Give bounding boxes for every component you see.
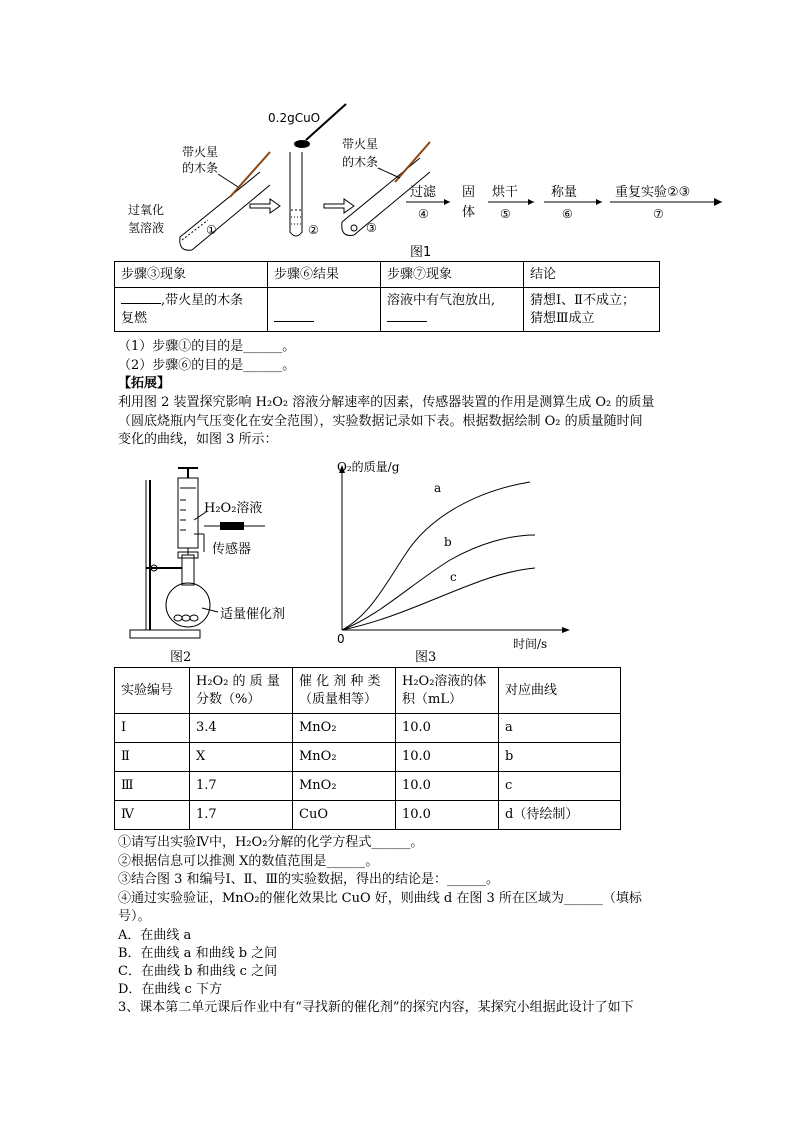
curve-c — [342, 568, 535, 630]
curve-a — [342, 482, 530, 630]
figure-3 — [330, 455, 590, 665]
x-axis-label: 时间/s — [513, 637, 548, 651]
table2-cell: MnO₂ — [293, 743, 396, 772]
paragraph-line: （圆底烧瓶内气压变化在安全范围），实验数据记录如下表。根据数据绘制 O₂ 的质量随时间 — [118, 414, 643, 429]
step-repeat: 重复实验②③ — [615, 185, 691, 200]
table1-header: 步骤⑦现象 — [381, 262, 524, 288]
step-2-number: ② — [308, 223, 319, 237]
step-repeat-number: ⑦ — [653, 207, 664, 221]
stick-label-2a: 带火星 — [342, 137, 379, 151]
question-1: （1）步骤①的目的是______。 — [118, 339, 296, 354]
table2-cell: Ⅲ — [115, 772, 190, 801]
figure-1-caption: 图1 — [410, 245, 432, 260]
table2-header: 催 化 剂 种 类 （质量相等） — [293, 668, 396, 714]
table1-cell — [268, 288, 381, 332]
solution-label-2: 氢溶液 — [128, 221, 165, 235]
question-item: ④通过实验验证，MnO₂的催化效果比 CuO 好，则曲线 d 在图 3 所在区域为______（填标 — [118, 891, 642, 906]
step-dry: 烘干 — [492, 185, 519, 200]
table2-cell: Ⅱ — [115, 743, 190, 772]
figure-1 — [110, 92, 730, 262]
table2-cell: 10.0 — [396, 714, 499, 743]
table2-header: H₂O₂ 的 质 量 分数（%） — [190, 668, 293, 714]
table2-cell: 1.7 — [190, 801, 293, 830]
next-question: 3、课本第二单元课后作业中有“寻找新的催化剂”的探究内容，某探究小组据此设计了如下 — [118, 1000, 634, 1015]
table2-cell: Ⅰ — [115, 714, 190, 743]
expand-title: 【拓展】 — [118, 376, 171, 391]
curve-c-label: c — [450, 570, 457, 584]
table2-header: 实验编号 — [115, 668, 190, 714]
stick-label-2b: 的木条 — [342, 155, 379, 169]
table2-cell: CuO — [293, 801, 396, 830]
option-c: C．在曲线 b 和曲线 c 之间 — [118, 964, 278, 979]
table1-header: 步骤③现象 — [115, 262, 268, 288]
table1-header: 结论 — [524, 262, 660, 288]
step-filter: 过滤 — [410, 185, 437, 200]
question-item: ③结合图 3 和编号Ⅰ、Ⅱ、Ⅲ的实验数据，得出的结论是：______。 — [118, 872, 500, 887]
table2-cell: 10.0 — [396, 772, 499, 801]
step-1-number: ① — [206, 223, 217, 237]
results-table — [114, 261, 660, 332]
origin-label: 0 — [337, 632, 345, 646]
option-b: B．在曲线 a 和曲线 b 之间 — [118, 946, 278, 961]
table2-cell: X — [190, 743, 293, 772]
step-dry-number: ⑤ — [500, 207, 511, 221]
cuo-label: 0.2gCuO — [268, 111, 321, 125]
solid-label-1: 固 — [462, 185, 476, 200]
figure-2-caption: 图2 — [170, 650, 192, 665]
y-axis-label: O₂的质量/g — [337, 460, 400, 474]
table2-cell: d（待绘制） — [499, 801, 621, 830]
paragraph-line: 变化的曲线，如图 3 所示： — [118, 432, 278, 447]
table2-cell: 1.7 — [190, 772, 293, 801]
step-weigh-number: ⑥ — [562, 207, 573, 221]
option-a: A．在曲线 a — [118, 928, 192, 943]
sensor-label: 传感器 — [212, 542, 252, 557]
catalyst-label: 适量催化剂 — [220, 607, 286, 622]
solution-label-1: 过氧化 — [128, 203, 165, 217]
table2-cell: 10.0 — [396, 743, 499, 772]
curve-a-label: a — [434, 481, 442, 495]
table2-cell: b — [499, 743, 621, 772]
question-item: ①请写出实验Ⅳ中，H₂O₂分解的化学方程式______。 — [118, 835, 424, 850]
question-2: （2）步骤⑥的目的是______。 — [118, 358, 296, 373]
solid-label-2: 体 — [462, 205, 476, 220]
figure-3-caption: 图3 — [415, 650, 437, 665]
table2-header: 对应曲线 — [499, 668, 621, 714]
table2-cell: MnO₂ — [293, 772, 396, 801]
question-item: ②根据信息可以推测 X的数值范围是______。 — [118, 854, 379, 869]
table1-cell: ,带火星的木条 复燃 — [115, 288, 268, 332]
table2-cell: 10.0 — [396, 801, 499, 830]
table2-cell: MnO₂ — [293, 714, 396, 743]
table2-header: H₂O₂溶液的体 积（mL） — [396, 668, 499, 714]
step-weigh: 称量 — [551, 185, 578, 200]
table1-cell: 猜想Ⅰ、Ⅱ不成立； 猜想Ⅲ成立 — [524, 288, 660, 332]
question-item: 号）。 — [118, 909, 151, 924]
table2-cell: a — [499, 714, 621, 743]
step-filter-number: ④ — [418, 207, 429, 221]
arrow-2 — [324, 199, 354, 213]
curve-b — [342, 535, 535, 630]
step-3-number: ③ — [366, 221, 377, 235]
table1-header: 步骤⑥结果 — [268, 262, 381, 288]
figure-2 — [120, 460, 320, 665]
table2-cell: 3.4 — [190, 714, 293, 743]
curve-b-label: b — [444, 535, 452, 549]
table2-cell: Ⅳ — [115, 801, 190, 830]
h2o2-label: H₂O₂溶液 — [204, 501, 263, 516]
option-d: D．在曲线 c 下方 — [118, 982, 222, 997]
table2-cell: c — [499, 772, 621, 801]
arrow-1 — [250, 199, 280, 213]
experiment-table — [114, 667, 621, 830]
paragraph-line: 利用图 2 装置探究影响 H₂O₂ 溶液分解速率的因素，传感器装置的作用是测算生成 O₂ 的质量 — [118, 395, 655, 410]
table1-cell: 溶液中有气泡放出, — [381, 288, 524, 332]
stick-label-1a: 带火星 — [182, 145, 219, 159]
stick-label-1b: 的木条 — [182, 161, 219, 175]
